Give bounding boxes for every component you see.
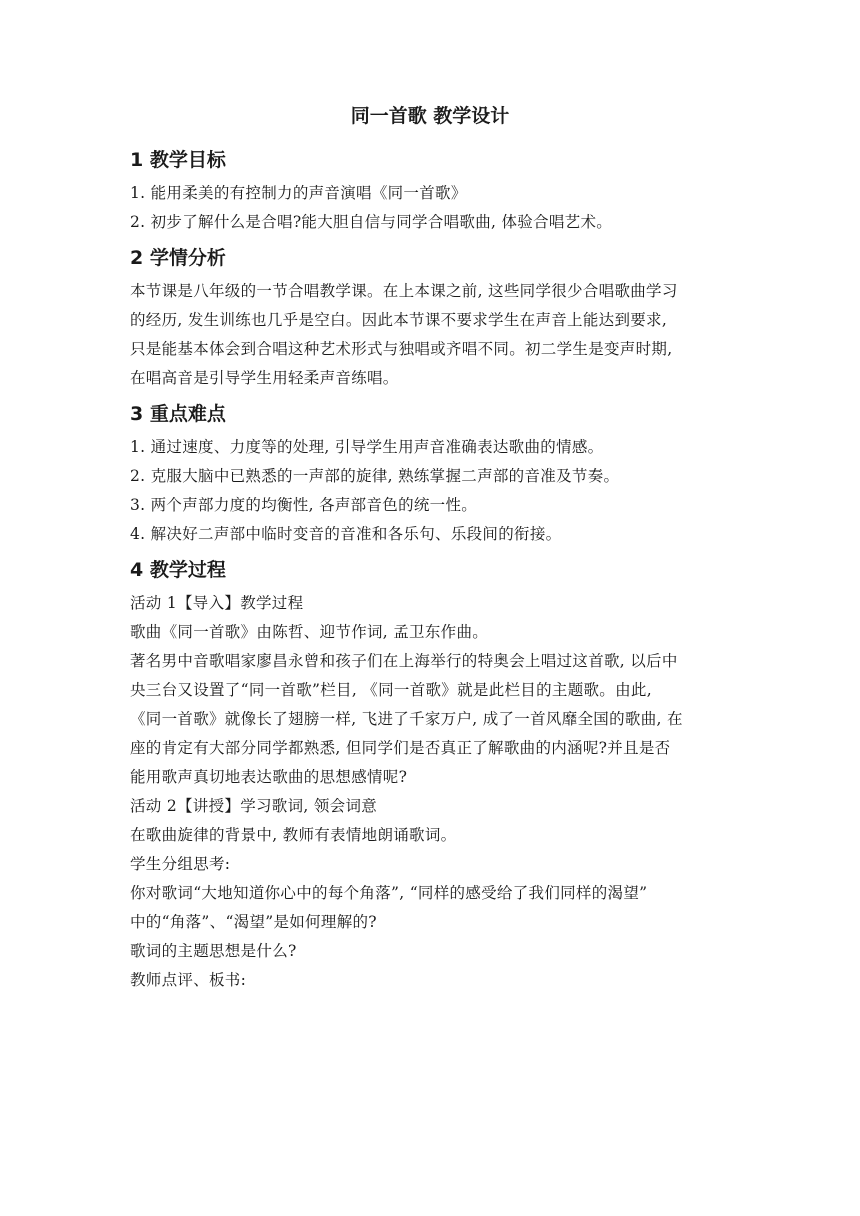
activity-title: 活动 1【导入】教学过程 — [130, 594, 304, 612]
section-teaching-process — [130, 557, 730, 995]
section-heading: 2 学情分析 — [130, 247, 226, 269]
paragraph-line: 学生分组思考: — [130, 855, 231, 873]
paragraph-line: 教师点评、板书: — [130, 971, 247, 989]
section-student-analysis — [130, 245, 730, 393]
section-heading: 1 教学目标 — [130, 149, 226, 171]
section-heading: 4 教学过程 — [130, 559, 226, 581]
paragraph-line: 只是能基本体会到合唱这种艺术形式与独唱或齐唱不同。初二学生是变声时期, — [130, 340, 673, 358]
paragraph-line: 歌曲《同一首歌》由陈哲、迎节作词, 孟卫东作曲。 — [130, 623, 489, 641]
section-heading: 3 重点难点 — [130, 403, 226, 425]
paragraph-line: 座的肯定有大部分同学都熟悉, 但同学们是否真正了解歌曲的内涵呢?并且是否 — [130, 739, 671, 757]
document-title: 同一首歌 教学设计 — [350, 105, 510, 127]
section-key-difficulties — [130, 401, 730, 549]
list-item: 1. 通过速度、力度等的处理, 引导学生用声音准确表达歌曲的情感。 — [130, 438, 604, 456]
paragraph-line: 在唱高音是引导学生用轻柔声音练唱。 — [130, 369, 399, 387]
document-body — [130, 141, 730, 995]
paragraph-line: 本节课是八年级的一节合唱教学课。在上本课之前, 这些同学很少合唱歌曲学习 — [130, 282, 678, 300]
paragraph-line: 你对歌词“大地知道你心中的每个角落”, “同样的感受给了我们同样的渴望” — [130, 884, 648, 902]
paragraph-line: 在歌曲旋律的背景中, 教师有表情地朗诵歌词。 — [130, 826, 457, 844]
section-teaching-goals — [130, 147, 730, 237]
paragraph-line: 中的“角落”、“渴望”是如何理解的? — [130, 913, 377, 931]
paragraph-line: 的经历, 发生训练也几乎是空白。因此本节课不要求学生在声音上能达到要求, — [130, 311, 668, 329]
list-item: 3. 两个声部力度的均衡性, 各声部音色的统一性。 — [130, 496, 478, 514]
list-item: 1. 能用柔美的有控制力的声音演唱《同一首歌》 — [130, 184, 467, 202]
paragraph-line: 著名男中音歌唱家廖昌永曾和孩子们在上海举行的特奥会上唱过这首歌, 以后中 — [130, 652, 678, 670]
paragraph-line: 能用歌声真切地表达歌曲的思想感情呢? — [130, 768, 408, 786]
paragraph-line: 歌词的主题思想是什么? — [130, 942, 297, 960]
list-item: 2. 克服大脑中已熟悉的一声部的旋律, 熟练掌握二声部的音准及节奏。 — [130, 467, 620, 485]
activity-title: 活动 2【讲授】学习歌词, 领会词意 — [130, 797, 378, 815]
paragraph-line: 《同一首歌》就像长了翅膀一样, 飞进了千家万户, 成了一首风靡全国的歌曲, 在 — [130, 710, 683, 728]
list-item: 2. 初步了解什么是合唱?能大胆自信与同学合唱歌曲, 体验合唱艺术。 — [130, 213, 613, 231]
list-item: 4. 解决好二声部中临时变音的音准和各乐句、乐段间的衔接。 — [130, 525, 562, 543]
paragraph-line: 央三台又设置了“同一首歌”栏目, 《同一首歌》就是此栏目的主题歌。由此, — [130, 681, 652, 699]
